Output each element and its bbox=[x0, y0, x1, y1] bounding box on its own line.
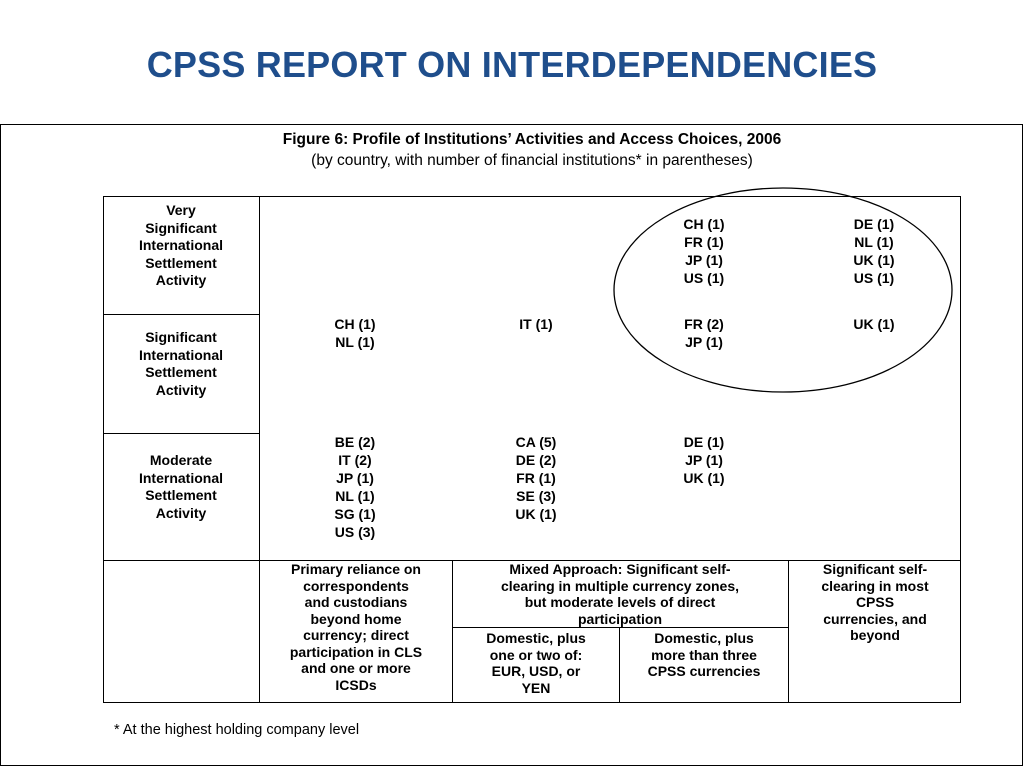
row-label-very-significant: Very Significant International Settlement Activity bbox=[138, 202, 223, 288]
figure-footnote: * At the highest holding company level bbox=[114, 722, 360, 738]
cell-significant-mixed-one-two: IT (1) bbox=[519, 316, 553, 332]
cell-very-significant-mixed-one-two: CH (1) FR (1) JP (1) US (1) bbox=[683, 216, 725, 286]
cell-very-significant-self-clearing: DE (1) NL (1) UK (1) US (1) bbox=[853, 216, 895, 286]
cell-significant-self-clearing: UK (1) bbox=[853, 316, 895, 332]
slide-title: CPSS REPORT ON INTERDEPENDENCIES bbox=[146, 44, 878, 85]
row-divider-1 bbox=[103, 314, 259, 315]
cell-significant-mixed-more-three: FR (2) JP (1) bbox=[684, 316, 724, 350]
header-mixed-approach: Mixed Approach: Significant self- clearing in multiple currency zones, but moderate levels of direct participation bbox=[500, 561, 740, 627]
header-col-divider-1 bbox=[452, 560, 453, 703]
header-mixed-more-than-three: Domestic, plus more than three CPSS currencies bbox=[647, 630, 761, 679]
row-label-divider bbox=[259, 196, 260, 703]
row-label-significant: Significant International Settlement Activity bbox=[138, 329, 223, 398]
figure-title: Figure 6: Profile of Institutions’ Activities and Access Choices, 2006 bbox=[282, 131, 782, 148]
mixed-sub-divider bbox=[452, 627, 788, 628]
cell-moderate-mixed-more-three: DE (1) JP (1) UK (1) bbox=[683, 434, 725, 486]
cell-moderate-mixed-one-two: CA (5) DE (2) FR (1) SE (3) UK (1) bbox=[515, 434, 557, 522]
row-divider-2 bbox=[103, 433, 259, 434]
mixed-sub-col-divider bbox=[619, 627, 620, 703]
cell-significant-primary: CH (1) NL (1) bbox=[334, 316, 376, 350]
header-col-divider-2 bbox=[788, 560, 789, 703]
header-significant-self-clearing: Significant self- clearing in most CPSS currencies, and beyond bbox=[821, 561, 929, 643]
row-label-moderate: Moderate International Settlement Activity bbox=[138, 452, 223, 521]
header-primary-reliance: Primary reliance on correspondents and custodians beyond home currency; direct participation in CLS and one or more ICSDs bbox=[289, 561, 423, 693]
cell-moderate-primary: BE (2) IT (2) JP (1) NL (1) SG (1) US (3) bbox=[334, 434, 376, 540]
header-mixed-one-two-currencies: Domestic, plus one or two of: EUR, USD, or YEN bbox=[486, 630, 586, 696]
figure-subtitle: (by country, with number of financial institutions* in parentheses) bbox=[311, 152, 753, 169]
